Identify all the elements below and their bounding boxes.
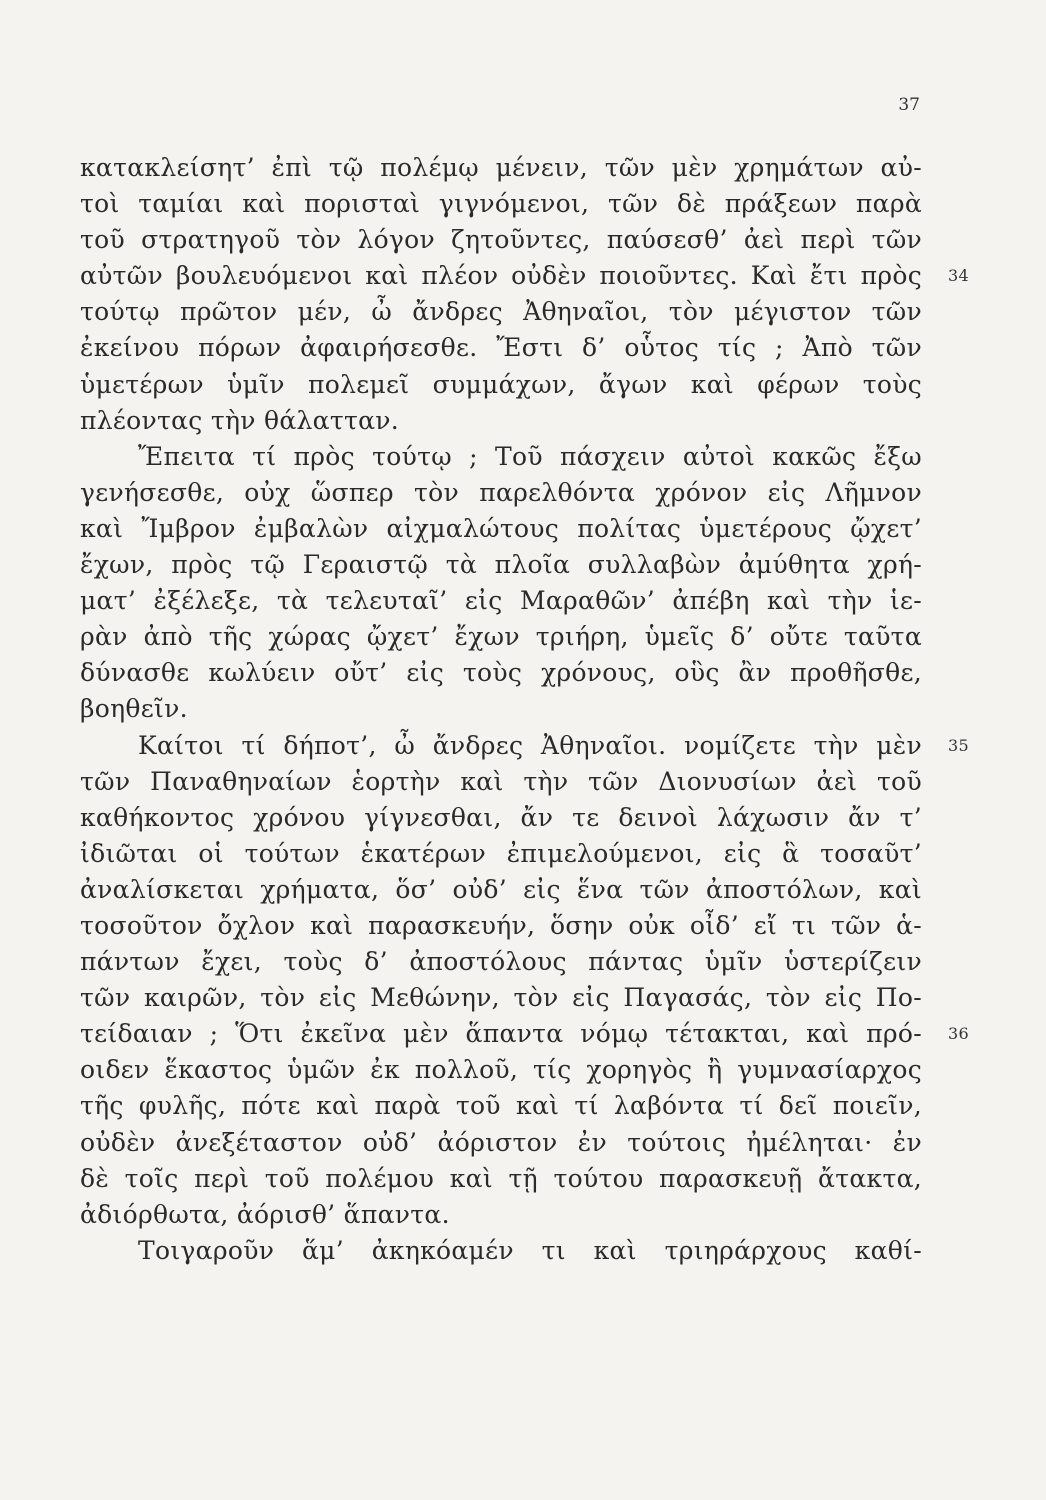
text-line-content: ματ’ ἐξέλεξε, τὰ τελευταῖ’ εἰς Μαραθῶν’ ἀπέβη καὶ τὴν ἱε- (80, 586, 922, 616)
text-line (80, 1125, 922, 1161)
text-line-content: πάντων ἔχει, τοὺς δ’ ἀποστόλους πάντας ὑμῖν ὑστερίζειν (80, 947, 922, 977)
text-line (80, 1233, 922, 1269)
text-line-content: ἀναλίσκεται χρήματα, ὅσ’ οὐδ’ εἰς ἕνα τῶν ἀποστόλων, καὶ (80, 874, 922, 904)
text-line-content: ἰδιῶται οἱ τούτων ἑκατέρων ἐπιμελούμενοι, εἰς ἃ τοσαῦτ’ (80, 838, 922, 868)
text-line (80, 511, 922, 547)
text-line-content: βοηθεῖν. (80, 694, 188, 724)
body-text (80, 150, 969, 1269)
section-number: 35 (948, 735, 969, 755)
text-line (80, 655, 922, 691)
text-line-content: πλέοντας τὴν θάλατταν. (80, 405, 400, 435)
text-line-content: Ἔπειτα τί πρὸς τούτῳ ; Τοῦ πάσχειν αὐτοὶ κακῶς ἔξω (138, 441, 922, 471)
text-line-content: τῶν Παναθηναίων ἑορτὴν καὶ τὴν τῶν Διονυσίων ἀεὶ τοῦ (80, 766, 922, 796)
text-line (80, 980, 922, 1016)
section-number: 36 (948, 1024, 969, 1044)
text-line (80, 691, 922, 727)
text-line-content: τοῦ στρατηγοῦ τὸν λόγον ζητοῦντες, παύσεσθ’ ἀεὶ περὶ τῶν (80, 225, 922, 255)
text-line-content: ρὰν ἀπὸ τῆς χώρας ᾤχετ’ ἔχων τριήρη, ὑμεῖς δ’ οὔτε ταῦτα (80, 622, 922, 652)
text-line (80, 475, 922, 511)
text-line-content: τῆς φυλῆς, πότε καὶ παρὰ τοῦ καὶ τί λαβόντα τί δεῖ ποιεῖν, (80, 1091, 922, 1121)
text-line (80, 258, 969, 294)
section-number: 34 (948, 266, 969, 286)
text-line (80, 764, 922, 800)
text-line-content: Τοιγαροῦν ἅμ’ ἀκηκόαμέν τι καὶ τριηράρχους καθί- (138, 1235, 922, 1265)
text-line (80, 1088, 922, 1124)
text-line-content: Καίτοι τί δήποτ’, ὦ ἄνδρες Ἀθηναῖοι. νομίζετε τὴν μὲν (138, 730, 922, 760)
text-line (80, 583, 922, 619)
text-line-content: ἀδιόρθωτα, ἀόρισθ’ ἅπαντα. (80, 1199, 450, 1229)
text-line-content: ἐκείνου πόρων ἀφαιρήσεσθε. Ἔστι δ’ οὗτος τίς ; Ἀπὸ τῶν (80, 333, 922, 363)
text-line-content: καθήκοντος χρόνου γίγνεσθαι, ἄν τε δεινοὶ λάχωσιν ἄν τ’ (80, 802, 922, 832)
text-line (80, 908, 922, 944)
text-line-content: ἔχων, πρὸς τῷ Γεραιστῷ τὰ πλοῖα συλλαβὼν ἀμύθητα χρή- (80, 550, 922, 580)
text-line-content: δύνασθε κωλύειν οὔτ’ εἰς τοὺς χρόνους, οὓς ἂν προθῆσθε, (80, 658, 922, 688)
text-line (80, 1161, 922, 1197)
text-line-content: τοὶ ταμίαι καὶ πορισταὶ γιγνόμενοι, τῶν δὲ πράξεων παρὰ (80, 189, 922, 219)
text-line-content: τῶν καιρῶν, τὸν εἰς Μεθώνην, τὸν εἰς Παγασάς, τὸν εἰς Πο- (80, 983, 922, 1013)
text-line-content: δὲ τοῖς περὶ τοῦ πολέμου καὶ τῇ τούτου παρασκευῇ ἄτακτα, (80, 1163, 922, 1193)
text-line (80, 836, 922, 872)
text-line (80, 1197, 922, 1233)
text-line (80, 367, 922, 403)
text-line (80, 403, 922, 439)
text-line (80, 186, 922, 222)
text-line (80, 547, 922, 583)
text-line (80, 1016, 969, 1052)
text-line-content: κατακλείσητ’ ἐπὶ τῷ πολέμῳ μένειν, τῶν μὲν χρημάτων αὐ- (80, 153, 922, 182)
text-line-content: αὐτῶν βουλευόμενοι καὶ πλέον οὐδὲν ποιοῦντες. Καὶ ἔτι πρὸς (80, 261, 922, 291)
text-line-content: τοσοῦτον ὄχλον καὶ παρασκευήν, ὅσην οὐκ οἶδ’ εἴ τι τῶν ἁ- (80, 910, 922, 940)
text-line-content: καὶ Ἴμβρον ἐμβαλὼν αἰχμαλώτους πολίτας ὑμετέρους ᾤχετ’ (80, 513, 922, 543)
text-line (80, 872, 922, 908)
text-line-content: ὑμετέρων ὑμῖν πολεμεῖ συμμάχων, ἄγων καὶ φέρων τοὺς (80, 369, 922, 399)
text-line (80, 800, 922, 836)
text-line-content: οιδεν ἕκαστος ὑμῶν ἐκ πολλοῦ, τίς χορηγὸς ἢ γυμνασίαρχος (80, 1055, 922, 1085)
text-line (80, 330, 922, 366)
page-number: 37 (898, 95, 920, 115)
text-line (80, 439, 922, 475)
text-line (80, 619, 922, 655)
text-line (80, 222, 922, 258)
text-line (80, 150, 922, 186)
text-line-content: οὐδὲν ἀνεξέταστον οὐδ’ ἀόριστον ἐν τούτοις ἠμέληται· ἐν (80, 1127, 922, 1157)
text-line (80, 1052, 922, 1088)
text-line-content: τούτῳ πρῶτον μέν, ὦ ἄνδρες Ἀθηναῖοι, τὸν μέγιστον τῶν (80, 297, 922, 327)
text-line (80, 728, 969, 764)
text-line (80, 944, 922, 980)
text-line-content: γενήσεσθε, οὐχ ὥσπερ τὸν παρελθόντα χρόνον εἰς Λῆμνον (80, 477, 922, 507)
text-line (80, 294, 922, 330)
text-line-content: τείδαιαν ; Ὅτι ἐκεῖνα μὲν ἅπαντα νόμῳ τέτακται, καὶ πρό- (80, 1019, 922, 1049)
